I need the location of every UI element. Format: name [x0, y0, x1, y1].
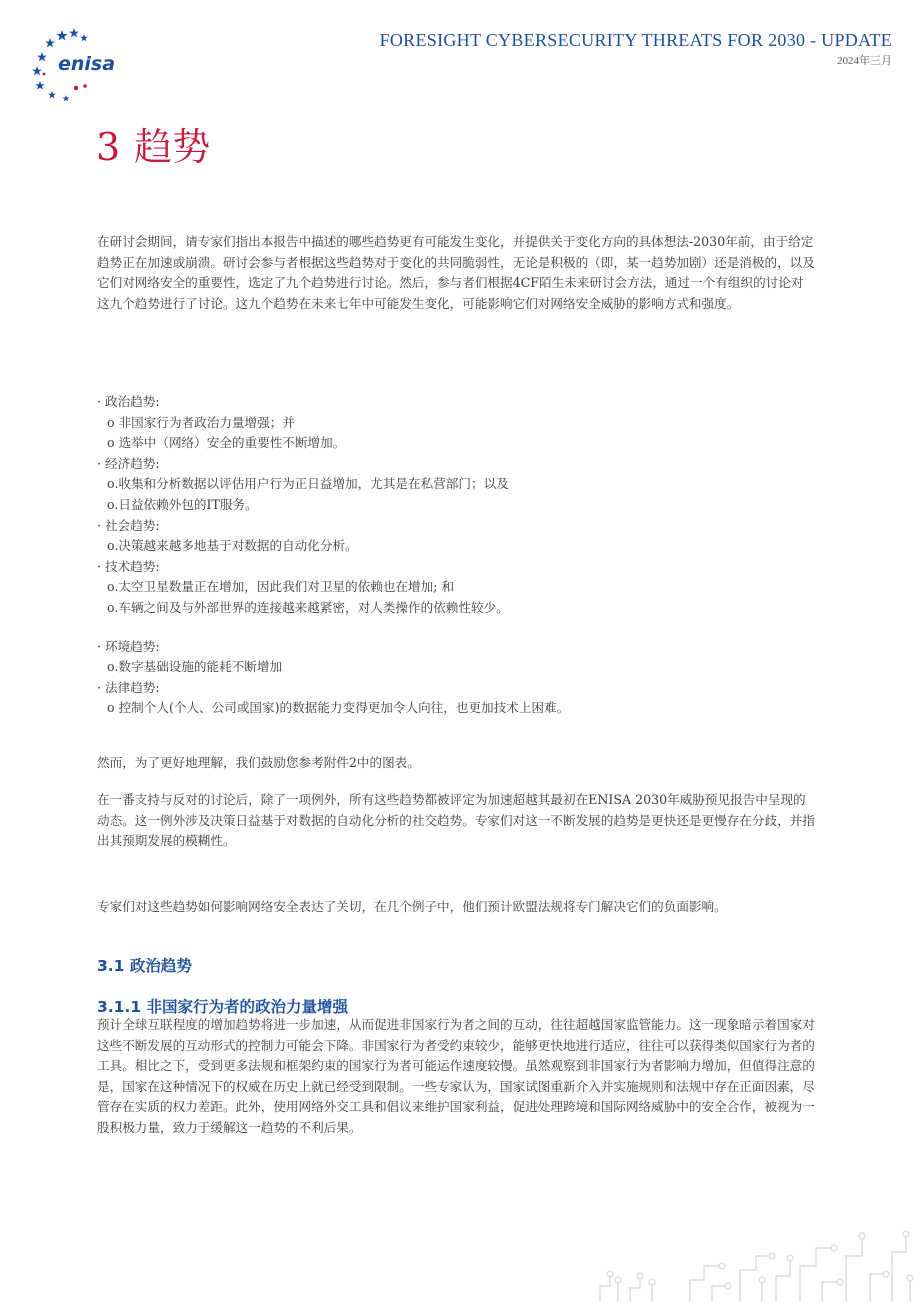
- list-item: o.车辆之间及与外部世界的连接越来越紧密，对人类操作的依赖性较少。: [107, 599, 509, 615]
- list-item: o.太空卫星数量正在增加，因此我们对卫星的依赖也在增加; 和: [107, 579, 455, 595]
- trend-category-legal: · 法律趋势:: [97, 679, 160, 695]
- annex-paragraph: 然而，为了更好地理解，我们鼓励您参考附件2中的图表。: [97, 755, 420, 770]
- list-item: o.决策越来越多地基于对数据的自动化分析。: [107, 538, 358, 554]
- trend-category-political: · 政治趋势:: [97, 394, 160, 409]
- trend-category-environment: · 环境趋势:: [97, 638, 160, 654]
- list-item: o 非国家行为者政治力量增强；并: [107, 414, 295, 430]
- section-heading-3-1-1: 3.1.1 非国家行为者的政治力量增强: [97, 998, 349, 1016]
- intro-paragraph: 在研讨会期间，请专家们指出本报告中描述的哪些趋势更有可能发生变化，并提供关于变化方向的具体想法-2030年前，由于给定趋势正在加速或崩溃。研讨会参与者根据这些趋势对于变化的共同脆弱性，无论是积极的（即，某一趋势加剧）还是消极的，以及它们对网络安全的重要性，选定了九个趋势进行讨论。然后，参与者们根据4CF陌生未来研讨会方法，通过一个有组织的讨论对这九个趋势进行了讨论。这九个趋势在未来七年中可能发生变化，可能影响它们对网络安全威胁的影响方式和强度。: [97, 234, 815, 311]
- concern-paragraph: 专家们对这些趋势如何影响网络安全表达了关切，在几个例子中，他们预计欧盟法规将专门解决它们的负面影响。: [97, 899, 727, 914]
- list-item: o.数字基础设施的能耗不断增加: [107, 659, 283, 675]
- list-item: o.收集和分析数据以评估用户行为正日益增加，尤其是在私营部门；以及: [107, 476, 509, 492]
- list-item: o 选举中（网络）安全的重要性不断增加。: [107, 435, 346, 451]
- chapter-title: 趋势: [134, 125, 211, 169]
- logo-text: enisa: [58, 53, 116, 75]
- page-header: [380, 30, 892, 68]
- discussion-paragraph: 在一番支持与反对的讨论后，除了一项例外，所有这些趋势都被评定为加速超越其最初在ENISA 2030年威胁预见报告中呈现的动态。这一例外涉及决策日益基于对数据的自动化分析的社交趋势。专家们对这一不断发展的趋势是更快还是更慢存在分歧，并指出其预期发展的模糊性。: [97, 792, 815, 848]
- enisa-logo: [28, 26, 118, 102]
- trend-list: [97, 392, 815, 719]
- document-title: FORESIGHT CYBERSECURITY THREATS FOR 2030 - UPDATE: [379, 30, 892, 50]
- chapter-number: 3: [96, 125, 121, 169]
- document-date: 2024年三月: [837, 55, 892, 67]
- list-item: o 控制个人(个人、公司或国家)的数据能力变得更加令人向往，也更加技术上困难。: [107, 700, 570, 716]
- section-body-paragraph: 预计全球互联程度的增加趋势将进一步加速，从而促进非国家行为者之间的互动，往往超越国家监管能力。这一现象暗示着国家对这些不断发展的互动形式的控制力可能会下降。非国家行为者受约束较少，能够更快地进行适应，往往可以获得类似国家行为者的工具。相比之下，受到更多法规和框架约束的国家行为者可能运作速度较慢。虽然观察到非国家行为者影响力增加，但值得注意的是，国家在这种情况下的权威在历史上就已经受到限制。一些专家认为，国家试图重新介入并实施规则和法规中存在正面因素，尽管存在实质的权力差距。此外，使用网络外交工具和倡议来维护国家利益，促进处理跨境和国际网络威胁中的安全合作，被视为一股积极力量，致力于缓解这一趋势的不利后果。: [97, 1017, 815, 1135]
- list-item: o.日益依赖外包的IT服务。: [107, 496, 258, 512]
- section-heading-3-1: 3.1 政治趋势: [97, 957, 192, 975]
- trend-category-social: · 社会趋势:: [97, 517, 160, 533]
- circuit-decoration: [580, 1226, 920, 1302]
- trend-category-economic: · 经济趋势:: [97, 455, 160, 471]
- trend-category-technology: · 技术趋势:: [97, 558, 160, 574]
- circuit-pattern-icon: [580, 1226, 920, 1302]
- eu-stars-icon: [28, 26, 118, 102]
- chapter-heading: [96, 116, 210, 171]
